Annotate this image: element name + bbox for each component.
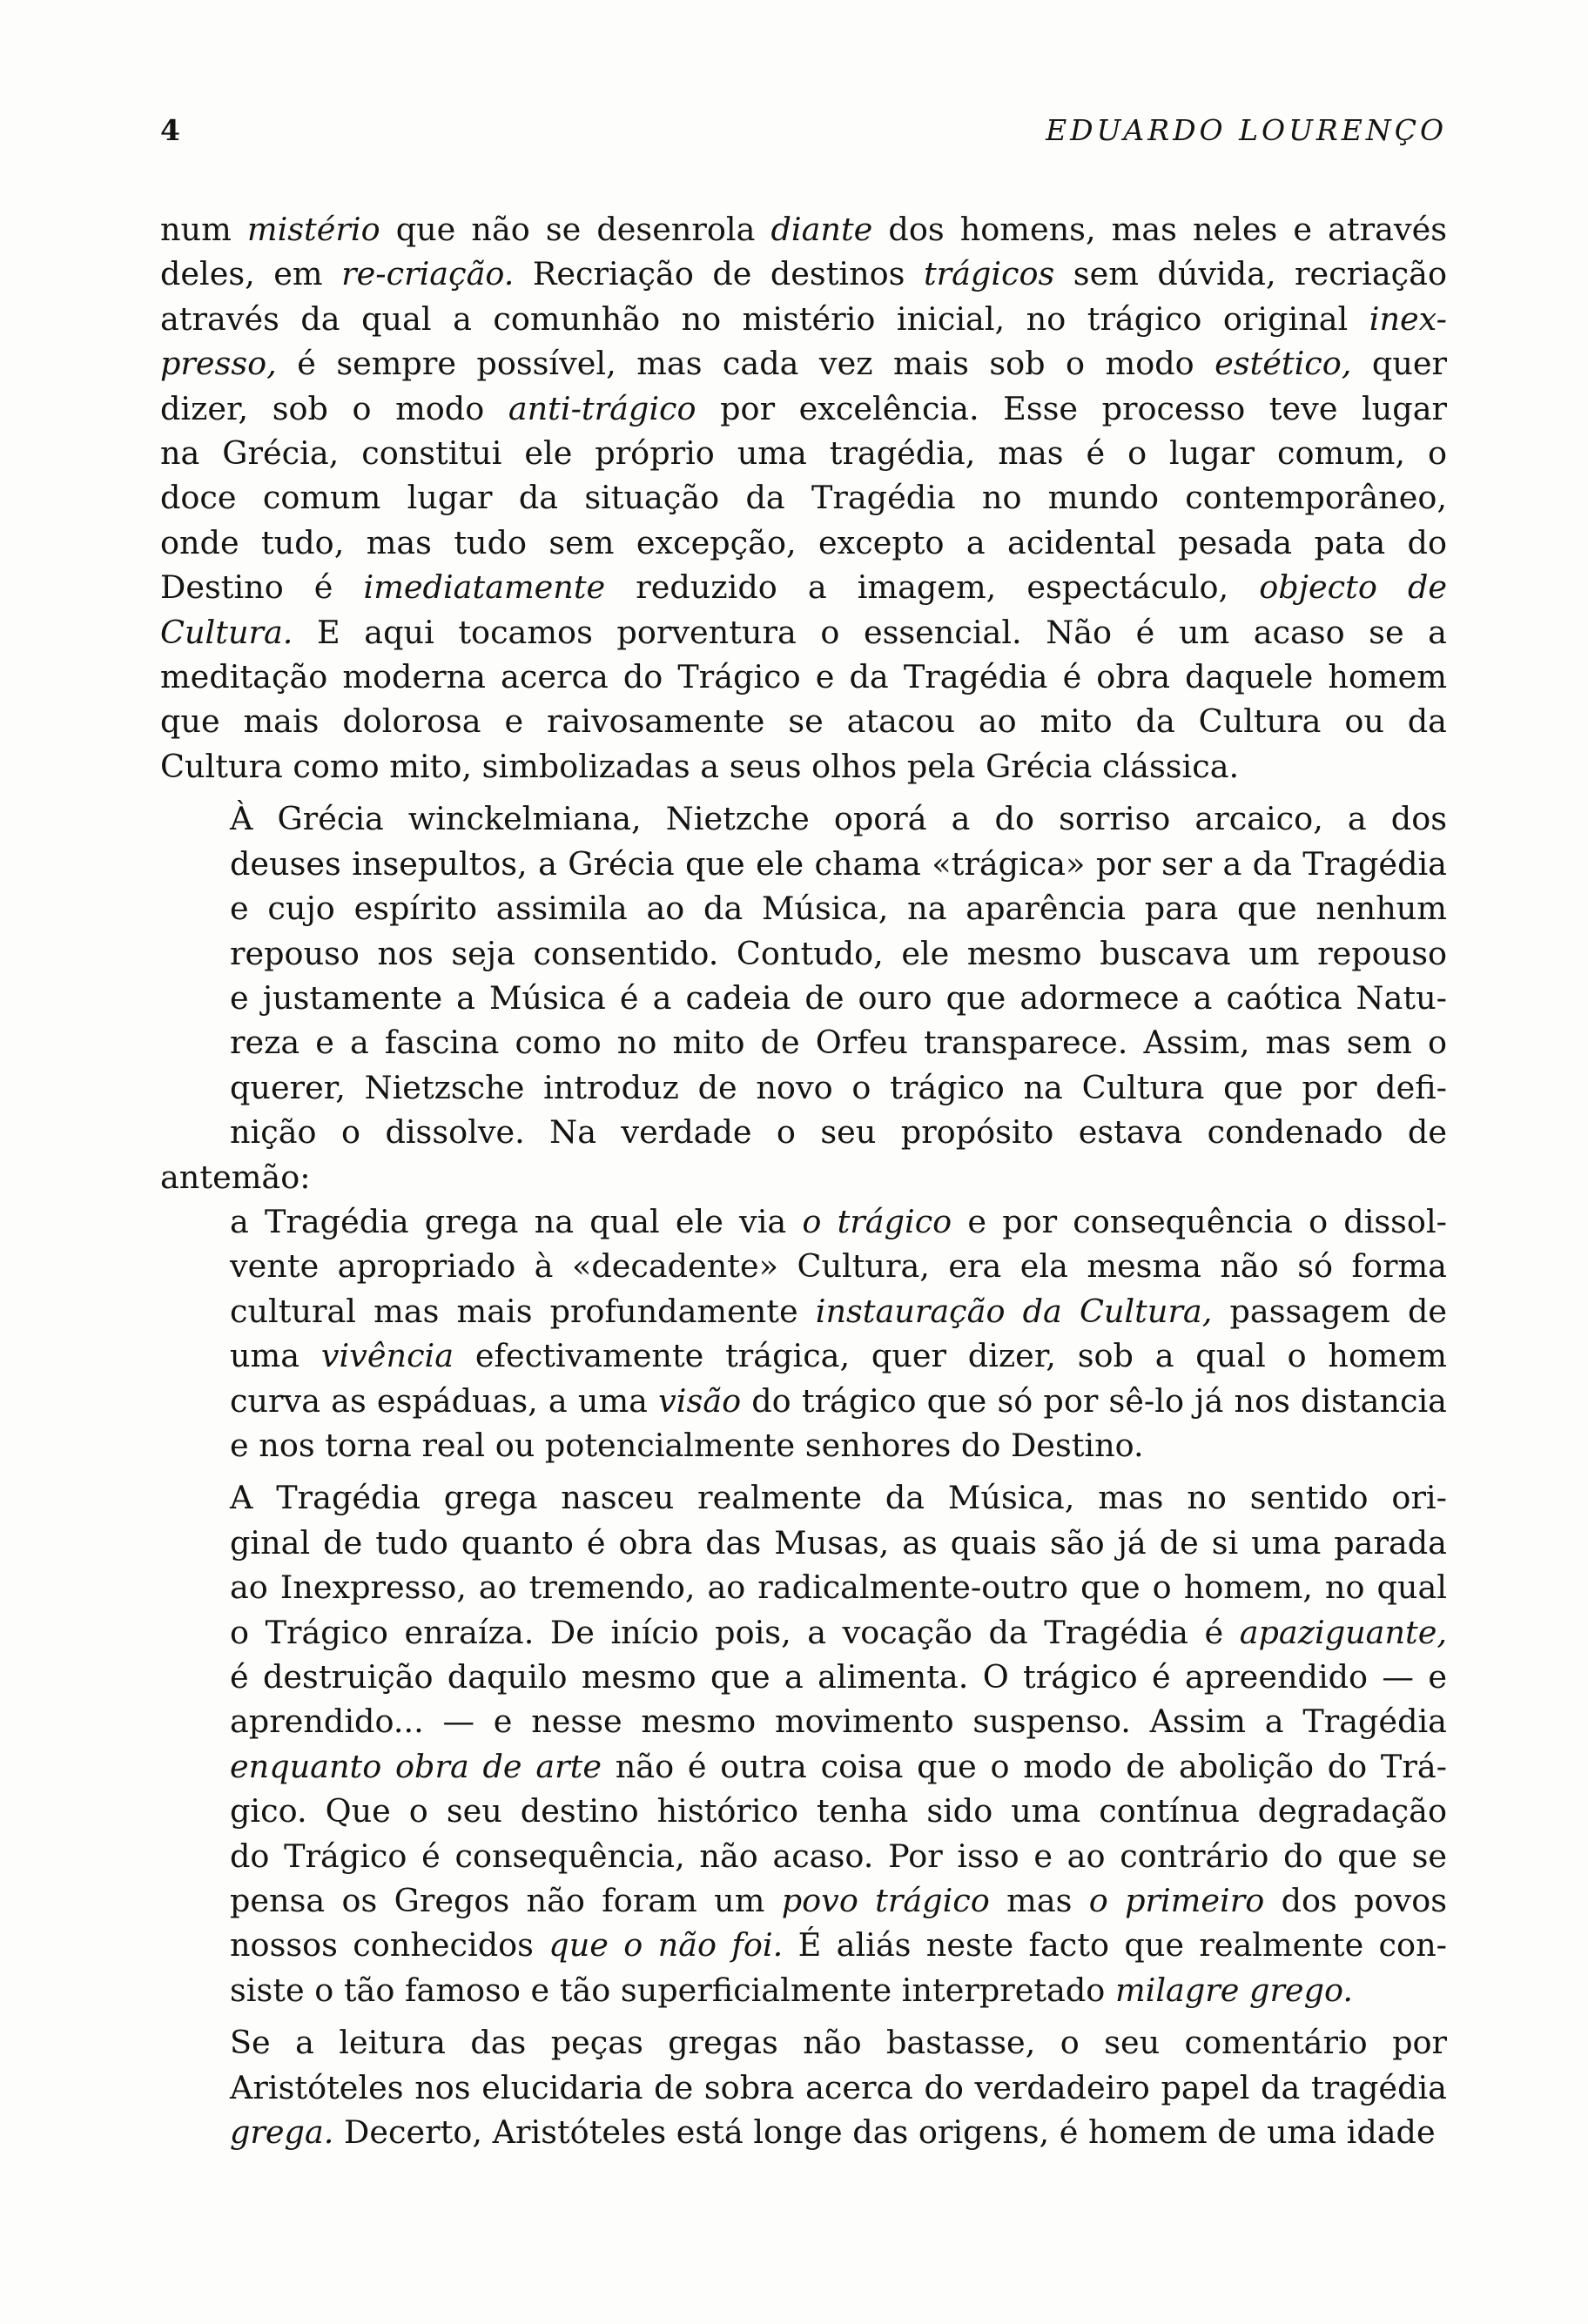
text-line: meditação moderna acerca do Trágico e da Tragédia é obra daquele homem <box>160 658 1447 696</box>
text-line: repouso nos seja consentido. Contudo, ele mesmo buscava um repouso <box>230 934 1447 972</box>
italic-text: vivência <box>320 1337 454 1375</box>
italic-text: diante <box>770 211 873 248</box>
text-line: ao Inexpresso, ao tremendo, ao radicalmente-outro que o homem, no qual <box>230 1568 1447 1607</box>
text-line: do Trágico é consequência, não acaso. Por isso e ao contrário do que se <box>230 1837 1447 1875</box>
text-line: grega. Decerto, Aristóteles está longe das origens, é homem de uma idade <box>230 2113 1436 2152</box>
paragraph <box>160 796 1447 1468</box>
text-line: siste o tão famoso e tão superficialmente interpretado milagre grego. <box>230 1971 1354 2009</box>
italic-text: presso, <box>160 345 277 383</box>
text-line: enquanto obra de arte não é outra coisa que o modo de abolição do Trá- <box>230 1747 1447 1785</box>
text-line: que mais dolorosa e raivosamente se atacou ao mito da Cultura ou da <box>160 702 1447 741</box>
text-line: e nos torna real ou potencialmente senhores do Destino. <box>230 1426 1144 1464</box>
body-text <box>160 207 1447 2154</box>
text-line: Cultura como mito, simbolizadas a seus olhos pela Grécia clássica. <box>160 747 1240 785</box>
text-line: gico. Que o seu destino histórico tenha sido uma contínua degradação <box>230 1792 1447 1830</box>
text-line: deuses insepultos, a Grécia que ele chama «trágica» por ser a da Tragédia <box>230 844 1447 883</box>
text-line: ginal de tudo quanto é obra das Musas, as quais são já de si uma parada <box>230 1523 1447 1562</box>
italic-text: grega. <box>230 2113 334 2152</box>
paragraph <box>160 207 1447 789</box>
text-line: deles, em re-criação. Recriação de destinos trágicos sem dúvida, recriação <box>160 255 1447 293</box>
italic-text: o trágico <box>802 1202 952 1240</box>
page-header <box>160 113 1447 165</box>
text-line: Se a leitura das peças gregas não bastasse, o seu comentário por <box>230 2024 1447 2062</box>
text-line: À Grécia winckelmiana, Nietzche oporá a do sorriso arcaico, a dos <box>230 800 1447 838</box>
italic-text: enquanto obra de arte <box>230 1747 602 1785</box>
italic-text: anti-trágico <box>508 389 696 427</box>
text-line: vente apropriado à «decadente» Cultura, era ela mesma não só forma <box>230 1247 1447 1286</box>
italic-text: mistério <box>246 211 380 248</box>
page-number: 4 <box>160 113 180 147</box>
text-line: nossos conhecidos que o não foi. É aliás neste facto que realmente con- <box>230 1926 1447 1965</box>
text-line: nição o dissolve. Na verdade o seu propósito estava condenado de antemão: <box>160 1113 1447 1196</box>
text-line: doce comum lugar da situação da Tragédia no mundo contemporâneo, <box>160 479 1447 517</box>
text-line: A Tragédia grega nasceu realmente da Música, mas no sentido ori- <box>230 1479 1447 1517</box>
italic-text: trágicos <box>923 255 1055 293</box>
text-line: a Tragédia grega na qual ele via o trágico e por consequência o dissol- <box>230 1202 1448 1240</box>
italic-text: Cultura. <box>160 613 293 651</box>
text-line: aprendido... — e nesse mesmo movimento suspenso. Assim a Tragédia <box>230 1703 1447 1741</box>
italic-text: imediatamente <box>363 568 606 607</box>
text-line: presso, é sempre possível, mas cada vez mais sob o modo estético, quer <box>160 345 1448 383</box>
italic-text: inex- <box>1369 299 1447 338</box>
text-line: uma vivência efectivamente trágica, quer dizer, sob a qual o homem <box>230 1337 1447 1375</box>
text-line: pensa os Gregos não foram um povo trágico mas o primeiro dos povos <box>230 1882 1448 1920</box>
text-line: e cujo espírito assimila ao da Música, na aparência para que nenhum <box>230 890 1447 928</box>
text-line: curva as espáduas, a uma visão do trágico que só por sê-lo já nos distancia <box>230 1381 1447 1420</box>
italic-text: objecto de <box>1259 568 1448 607</box>
text-line: reza e a fascina como no mito de Orfeu transparece. Assim, mas sem o <box>230 1024 1447 1062</box>
text-line: Cultura. E aqui tocamos porventura o essencial. Não é um acaso se a <box>160 613 1447 651</box>
text-line: o Trágico enraíza. De início pois, a vocação da Tragédia é apaziguante, <box>230 1613 1447 1651</box>
text-line: através da qual a comunhão no mistério inicial, no trágico original inex- <box>160 299 1447 338</box>
paragraph <box>160 2020 1447 2154</box>
text-line: Destino é imediatamente reduzido a imagem, espectáculo, objecto de <box>160 568 1448 607</box>
text-line: cultural mas mais profundamente instauração da Cultura, passagem de <box>230 1292 1448 1330</box>
text-line: onde tudo, mas tudo sem excepção, excepto a acidental pesada pata do <box>160 523 1447 561</box>
text-line: Aristóteles nos elucidaria de sobra acerca do verdadeiro papel da tragédia <box>230 2068 1447 2106</box>
text-line: dizer, sob o modo anti-trágico por excelência. Esse processo teve lugar <box>160 389 1448 427</box>
text-line: na Grécia, constitui ele próprio uma tragédia, mas é o lugar comum, o <box>160 434 1447 473</box>
text-line: e justamente a Música é a cadeia de ouro que adormece a caótica Natu- <box>230 978 1447 1017</box>
italic-text: estético, <box>1215 345 1352 383</box>
text-line: num mistério que não se desenrola diante dos homens, mas neles e através <box>160 211 1447 248</box>
italic-text: re-criação. <box>341 255 515 293</box>
italic-text: o primeiro <box>1088 1882 1265 1920</box>
italic-text: apaziguante, <box>1239 1613 1447 1651</box>
italic-text: que o não foi. <box>548 1926 784 1965</box>
italic-text: povo trágico <box>781 1882 990 1920</box>
italic-text: instauração da Cultura, <box>815 1292 1213 1330</box>
italic-text: visão <box>658 1381 742 1420</box>
italic-text: milagre grego. <box>1114 1971 1354 2009</box>
text-line: querer, Nietzsche introduz de novo o trágico na Cultura que por defi- <box>230 1068 1447 1106</box>
running-head: EDUARDO LOURENÇO <box>1046 113 1447 147</box>
paragraph <box>160 1475 1447 2012</box>
text-line: é destruição daquilo mesmo que a alimenta. O trágico é apreendido — e <box>230 1658 1447 1696</box>
